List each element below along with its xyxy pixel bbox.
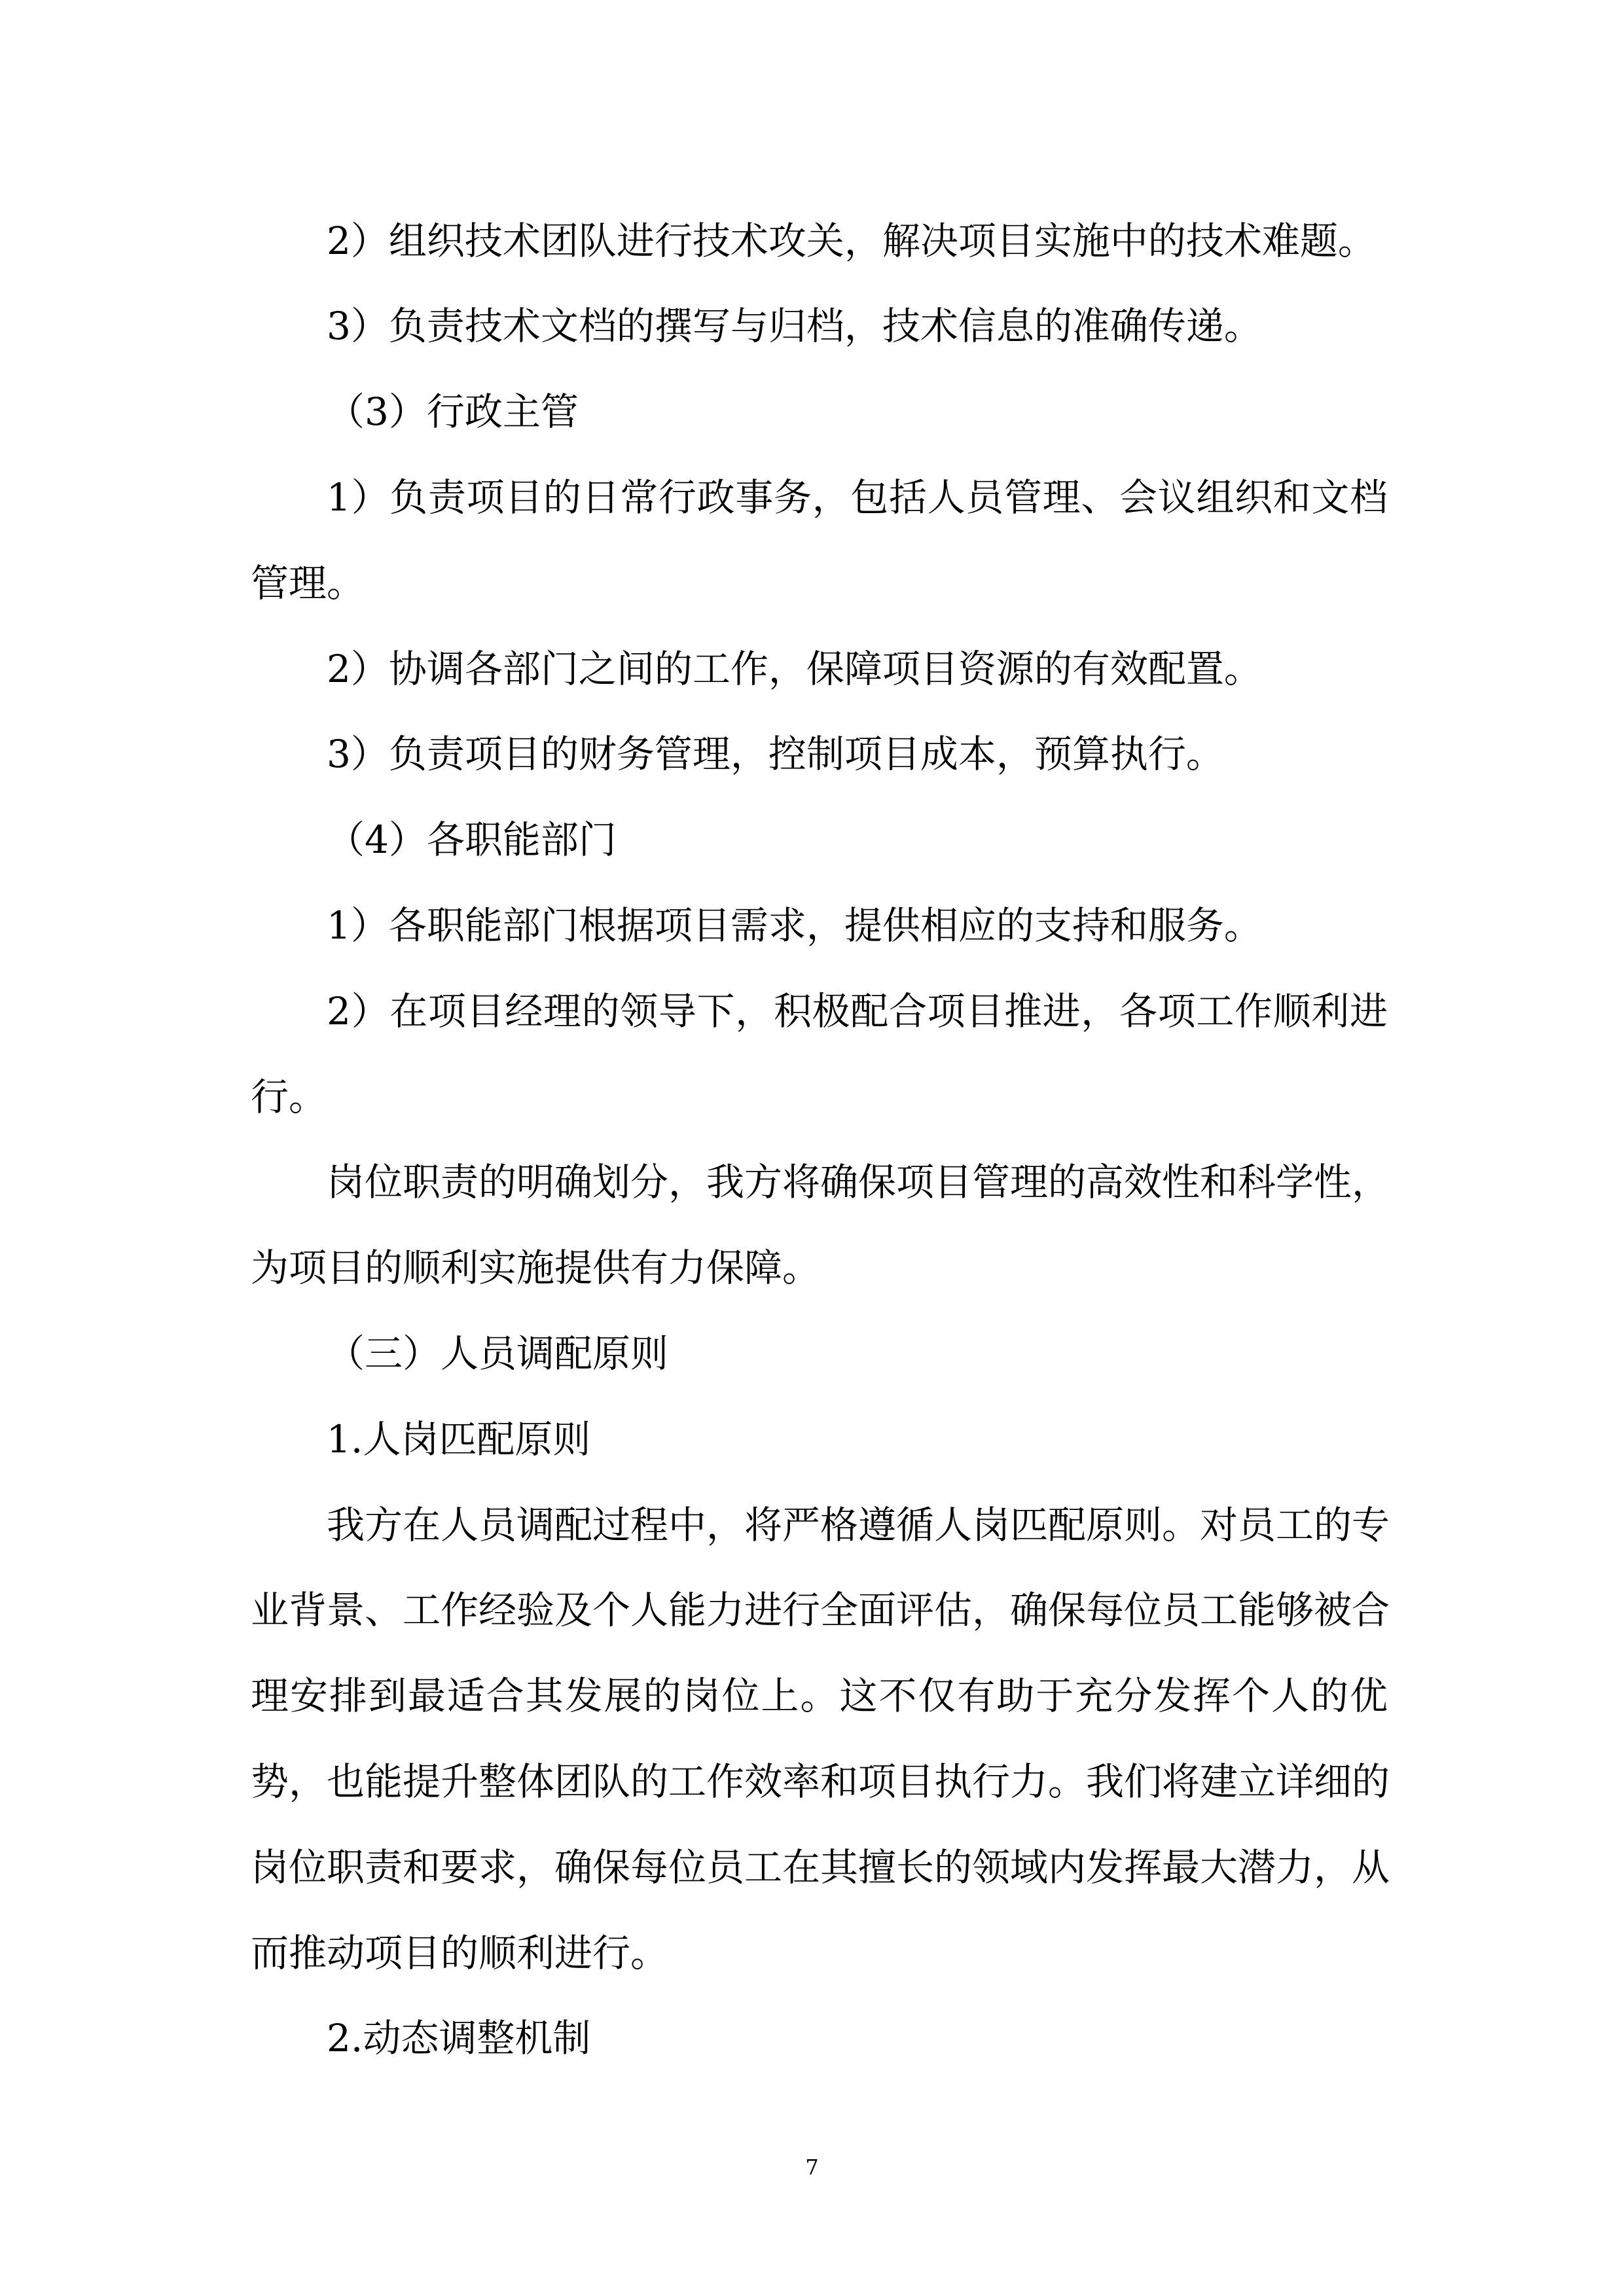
text-line: 2.动态调整机制: [327, 2016, 591, 2061]
text-line: 管理。: [251, 560, 365, 605]
page-number: 7: [805, 2155, 819, 2179]
text-line: 理安排到最适合其发展的岗位上。这不仅有助于充分发挥个人的优: [251, 1674, 1388, 1719]
text-line: 我方在人员调配过程中，将严格遵循人岗匹配原则。对员工的专: [327, 1502, 1390, 1547]
text-line: 1）负责项目的日常行政事务，包括人员管理、会议组织和文档: [327, 475, 1388, 520]
text-line: （3）行政主管: [327, 389, 579, 435]
text-line: 2）组织技术团队进行技术攻关，解决项目实施中的技术难题。: [327, 218, 1376, 263]
text-line: （4）各职能部门: [327, 817, 617, 863]
text-line: 岗位职责的明确划分，我方将确保项目管理的高效性和科学性，: [327, 1160, 1390, 1205]
text-line: 为项目的顺利实施提供有力保障。: [251, 1246, 821, 1291]
text-line: 1）各职能部门根据项目需求，提供相应的支持和服务。: [327, 903, 1262, 948]
text-line: （三）人员调配原则: [327, 1331, 669, 1376]
text-line: 行。: [251, 1074, 327, 1119]
text-line: 业背景、工作经验及个人能力进行全面评估，确保每位员工能够被合: [251, 1588, 1390, 1633]
text-line: 岗位职责和要求，确保每位员工在其擅长的领域内发挥最大潜力，从: [251, 1844, 1390, 1890]
text-line: 3）负责项目的财务管理，控制项目成本，预算执行。: [327, 732, 1224, 777]
text-line: 而推动项目的顺利进行。: [251, 1930, 669, 1975]
text-line: 2）在项目经理的领导下，积极配合项目推进，各项工作顺利进: [327, 988, 1388, 1033]
text-line: 势，也能提升整体团队的工作效率和项目执行力。我们将建立详细的: [251, 1759, 1390, 1804]
text-line: 1.人岗匹配原则: [327, 1416, 591, 1462]
text-line: 2）协调各部门之间的工作，保障项目资源的有效配置。: [327, 646, 1262, 691]
text-line: 3）负责技术文档的撰写与归档，技术信息的准确传递。: [327, 304, 1262, 349]
